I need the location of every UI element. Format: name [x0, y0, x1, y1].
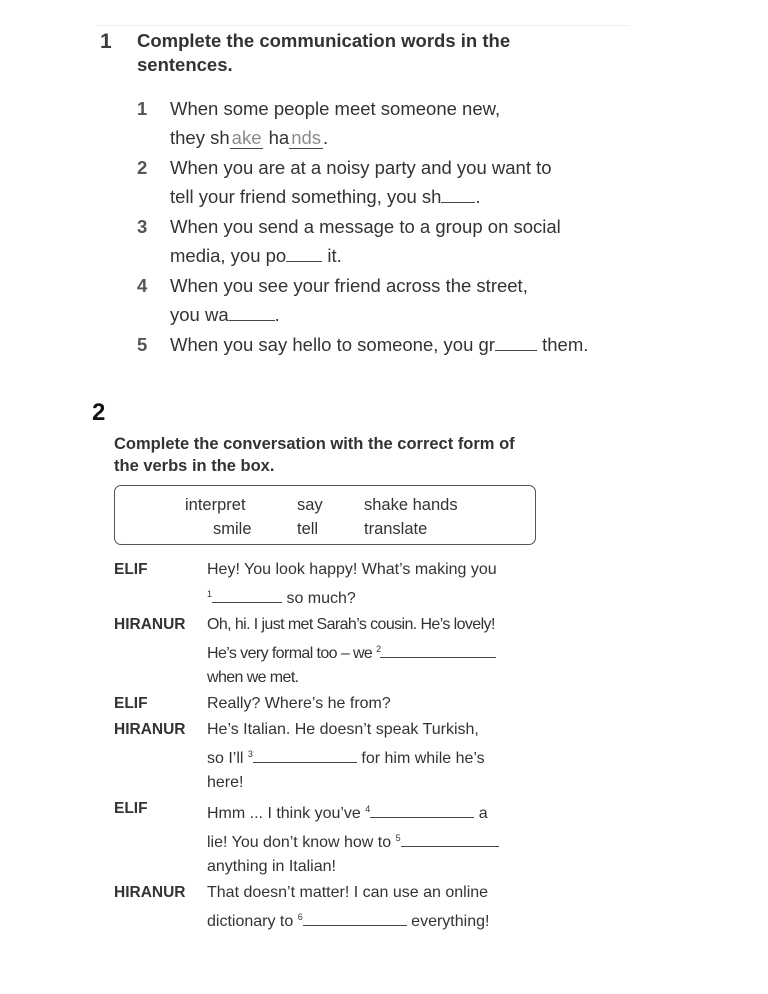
speaker-name: ELIF: [114, 800, 148, 817]
item-number: 2: [137, 157, 148, 178]
item-text: them.: [536, 334, 589, 355]
exercise-2-instruction: Complete the conversation with the correct form of the verbs in the box.: [114, 435, 515, 475]
item-number: 5: [137, 334, 148, 355]
dialogue-text: lie! You don’t know how to: [207, 834, 396, 851]
item-text: tell your friend something, you sh: [170, 186, 442, 207]
box-word: interpret: [185, 496, 246, 514]
item-text: .: [475, 186, 481, 207]
dialogue-text: when we met.: [207, 669, 299, 686]
dialogue-text: anything in Italian!: [207, 858, 336, 875]
dialogue-turn: [114, 797, 554, 879]
speaker-name: HIRANUR: [114, 721, 186, 738]
dialogue-text: here!: [207, 774, 244, 791]
list-item: [137, 271, 657, 329]
item-text: media, you po: [170, 245, 287, 266]
answer-fill[interactable]: nds: [291, 127, 322, 148]
item-number: 1: [137, 98, 148, 119]
exercise-1-instruction: Complete the communication words in the sentences.: [137, 30, 511, 75]
item-text: .: [274, 304, 280, 325]
dialogue-text: so much?: [282, 590, 356, 607]
item-text: you wa: [170, 304, 229, 325]
box-word: smile: [213, 520, 252, 538]
dialogue-turn: [114, 692, 554, 716]
answer-blank[interactable]: [401, 831, 499, 847]
speaker-name: ELIF: [114, 695, 148, 712]
dialogue-text: for him while he’s: [356, 750, 485, 767]
list-item: [137, 94, 657, 152]
dialogue-turn: [114, 558, 554, 611]
exercise-1-list: [137, 94, 657, 360]
item-number: 3: [137, 216, 148, 237]
list-item: [137, 153, 657, 211]
answer-blank[interactable]: [286, 243, 322, 262]
dialogue-text: everything!: [406, 913, 490, 930]
box-word: translate: [364, 520, 428, 538]
item-text: they sh: [170, 127, 230, 148]
item-text: ha: [263, 127, 290, 148]
gap-number: 5: [395, 833, 401, 843]
item-text: When you see your friend across the street,: [170, 275, 528, 296]
box-word: shake hands: [364, 496, 458, 514]
item-text: When you send a message to a group on social: [170, 216, 561, 237]
dialogue-text: Oh, hi. I just met Sarah’s cousin. He’s lovely!: [207, 616, 495, 633]
gap-number: 6: [297, 912, 303, 922]
box-word: tell: [297, 520, 319, 538]
word-box: [114, 485, 536, 545]
speaker-name: HIRANUR: [114, 884, 186, 901]
dialogue-text: He’s Italian. He doesn’t speak Turkish,: [207, 721, 479, 738]
exercise-2-number: 2: [92, 399, 106, 426]
dialogue-text: He’s very formal too – we: [207, 645, 377, 662]
box-word: say: [297, 496, 323, 514]
speaker-name: HIRANUR: [114, 616, 186, 633]
dialogue-text: so I’ll: [207, 750, 248, 767]
speaker-name: ELIF: [114, 561, 148, 578]
answer-blank[interactable]: [212, 587, 282, 603]
dialogue-text: Hmm ... I think you’ve: [207, 805, 366, 822]
item-text: .: [323, 127, 329, 148]
top-divider: [96, 25, 630, 26]
dialogue-turn: [114, 613, 554, 690]
answer-blank[interactable]: [229, 302, 275, 321]
gap-number: 3: [247, 749, 253, 759]
conversation: [114, 558, 554, 934]
gap-number: 4: [365, 804, 371, 814]
answer-blank[interactable]: [441, 184, 475, 203]
list-item: [137, 212, 657, 270]
list-item: [137, 330, 657, 359]
dialogue-text: a: [474, 805, 488, 822]
dialogue-turn: [114, 718, 554, 795]
answer-blank[interactable]: [303, 910, 407, 926]
answer-fill[interactable]: ake: [231, 127, 262, 148]
answer-blank[interactable]: [253, 747, 357, 763]
answer-blank[interactable]: [495, 332, 537, 351]
item-text: When you say hello to someone, you gr: [170, 334, 495, 355]
exercise-1-number: 1: [100, 30, 112, 53]
item-text: it.: [322, 245, 342, 266]
gap-number: 2: [376, 644, 381, 654]
answer-blank[interactable]: [380, 642, 496, 658]
dialogue-turn: [114, 881, 554, 934]
answer-blank[interactable]: [370, 802, 474, 818]
item-text: When you are at a noisy party and you want to: [170, 157, 552, 178]
dialogue-text: That doesn’t matter! I can use an online: [207, 884, 489, 901]
gap-number: 1: [207, 589, 213, 599]
dialogue-text: dictionary to: [207, 913, 298, 930]
item-text: When some people meet someone new,: [170, 98, 501, 119]
item-number: 4: [137, 275, 148, 296]
dialogue-text: Hey! You look happy! What’s making you: [207, 561, 497, 578]
dialogue-text: Really? Where’s he from?: [207, 695, 391, 712]
